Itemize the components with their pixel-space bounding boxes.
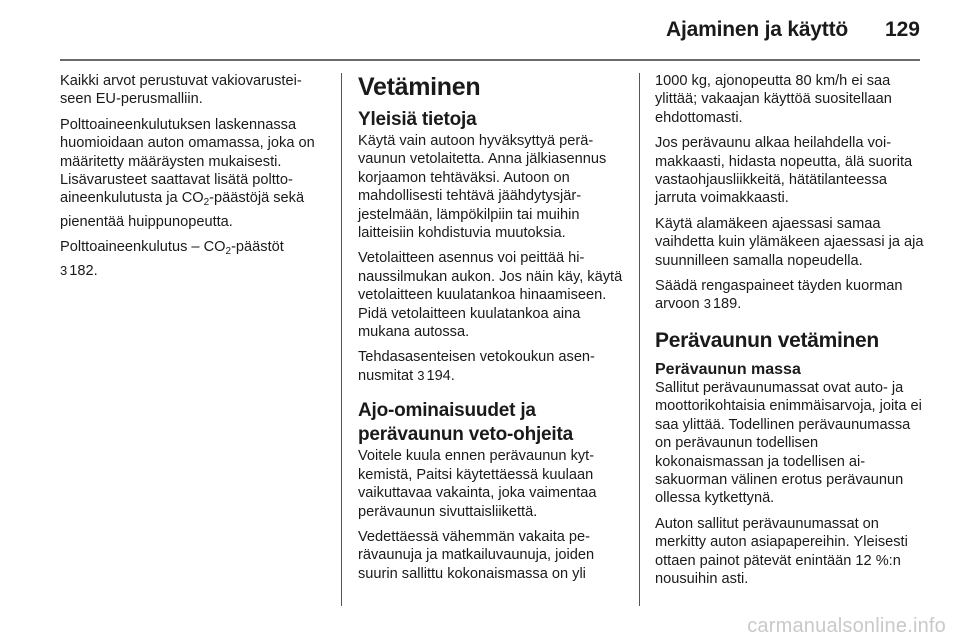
paragraph: Kaikki arvot perustuvat vakiovarusteiseen EU-perusmalliin. — [60, 73, 302, 108]
paragraph: Vetolaitteen asennus voi peittää hinaussilmukan aukon. Jos näin käy, käytä vetolaitteen kuulatankoa hinaamiseen. Pidä vetolaitteen kuulatankoa aina mukana autossa. — [358, 250, 623, 341]
page-header — [0, 0, 960, 60]
page-reference-icon: 3 — [703, 296, 711, 312]
page-reference[interactable]: 194. — [426, 367, 455, 384]
paragraph — [60, 238, 328, 280]
subscript: 2 — [203, 197, 210, 209]
paragraph: Jos perävaunu alkaa heilahdella voimakkaasti, hidasta nopeutta, älä suorita vastaohjausliikkeitä, hätätilanteessa jarruta voimakkaasti. — [655, 135, 913, 207]
heading-line: Ajo-ominaisuudet ja — [358, 400, 536, 422]
subsection-heading — [358, 399, 626, 447]
subsection-heading: Perävaunun massa — [655, 360, 801, 378]
watermark: carmanualsonline.info — [747, 615, 946, 637]
chapter-title: Ajaminen ja käyttö — [666, 18, 848, 41]
paragraph: Käytä vain autoon hyväksyttyä perävaunun vetolaitetta. Anna jälkiasennus korjaamon tehtäväksi. Autoon on mahdollisesti tehtävä jäähdytysjärjestelmään, lämpökilpiin tai muihin laitteisiin kohdistuvia muutoksia. — [358, 133, 607, 242]
paragraph — [655, 277, 925, 314]
paragraph-text: Polttoaineenkulutus – CO — [60, 239, 226, 256]
paragraph: 1000 kg, ajonopeutta 80 km/h ei saa ylittää; vakaajan käyttöä suositellaan ehdottomasti. — [655, 73, 892, 126]
paragraph — [60, 116, 328, 231]
subscript: 2 — [225, 246, 232, 258]
heading-line: perävaunun veto-ohjeita — [358, 424, 573, 446]
section-heading: Perävaunun vetäminen — [655, 328, 879, 352]
subsection-heading: Yleisiä tietoja — [358, 109, 477, 130]
paragraph: Voitele kuula ennen perävaunun kytkemistä, Paitsi käytettäessä kuulaan vaikuttavaa vakainta, joka vaimentaa perävaunun sivuttaisliikettä. — [358, 448, 597, 520]
column-divider-2 — [639, 73, 640, 606]
header-divider — [60, 59, 920, 61]
paragraph-text: Tehdasasenteisen vetokoukun asennusmitat — [358, 349, 595, 384]
page-reference-icon: 3 — [60, 262, 68, 278]
paragraph-text: Säädä rengaspaineet täyden kuorman arvoon — [655, 278, 903, 313]
column-2 — [358, 72, 626, 590]
paragraph: Vedettäessä vähemmän vakaita perävaunuja ja matkailuvaunuja, joiden suurin sallittu kokonaismassa on yli — [358, 528, 595, 582]
column-1 — [60, 72, 328, 287]
column-3 — [655, 72, 925, 595]
paragraph-text: -päästöt — [231, 239, 284, 256]
page-reference[interactable]: 182. — [69, 262, 98, 279]
paragraph: Auton sallitut perävaunumassat on merkitty auton asiapapereihin. Yleisesti ottaen painot pätevät enintään 12 %:n nousuihin asti. — [655, 515, 908, 587]
page-number: 129 — [884, 18, 920, 41]
page-reference[interactable]: 189. — [712, 296, 742, 313]
paragraph-text: Polttoaineenkulutuksen laskennassa huomioidaan auton omamassa, joka on määritetty määräysten mukaisesti. Lisävarusteet saattavat lisätä polttoaineenkulutusta ja CO — [60, 116, 315, 207]
paragraph — [358, 348, 626, 385]
paragraph: Sallitut perävaunumassat ovat auto- ja moottorikohtaisia enimmäisarvoja, joita ei saa ylittää. Todellinen perävaunumassa on perävaunun todellisen kokonaismassan ja todellisen aisakuorman välinen erotus perävaunun ollessa kytkettynä. — [655, 379, 922, 507]
page-reference-icon: 3 — [417, 367, 425, 383]
paragraph-text: -päästöjä sekä pienentää huippunopeutta. — [60, 190, 305, 230]
section-heading: Vetäminen — [358, 73, 481, 101]
paragraph: Käytä alamäkeen ajaessasi samaa vaihdetta kuin ylämäkeen ajaessasi ja aja suunnilleen samalla nopeudella. — [655, 215, 924, 269]
column-divider-1 — [341, 73, 342, 606]
